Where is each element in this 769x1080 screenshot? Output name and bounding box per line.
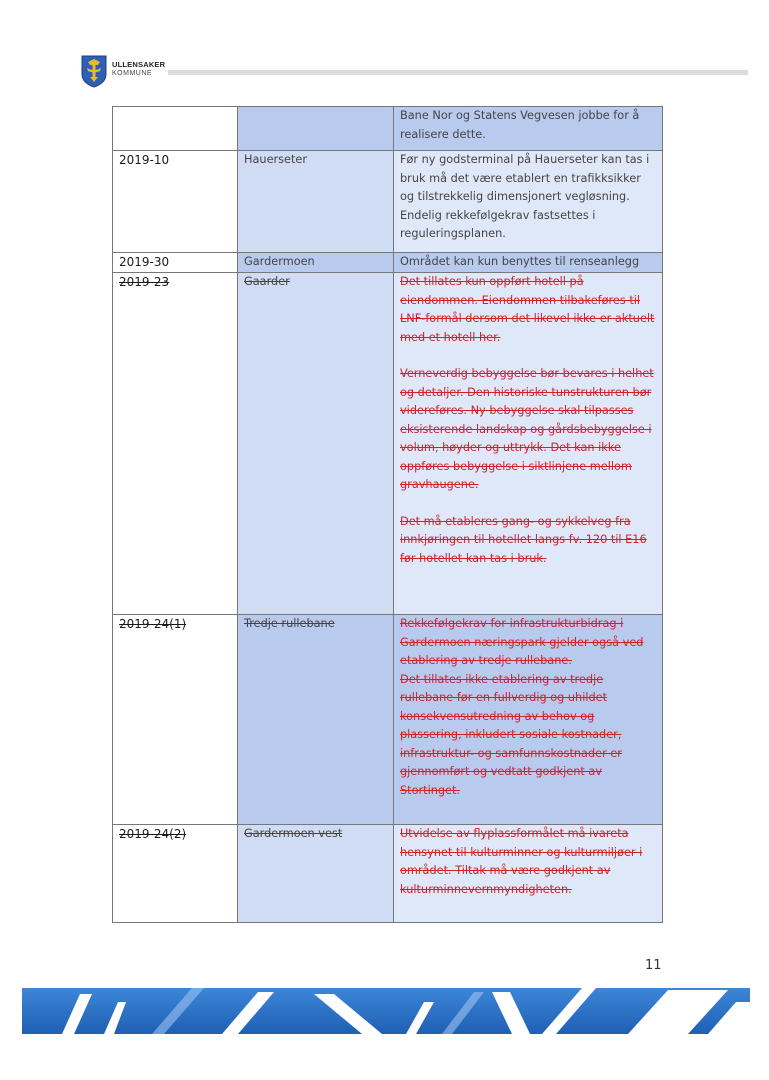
page-header — [80, 50, 752, 90]
row-area: Hauerseter — [238, 151, 394, 253]
row-area — [238, 107, 394, 151]
row-text — [394, 107, 663, 151]
logo-wordmark — [112, 60, 165, 78]
row-area: Tredje rullebane — [238, 615, 394, 825]
table-row — [113, 253, 663, 273]
row-text-paragraph: Det tillates kun oppført hotell på eiendommen. Eiendommen tilbakeføres til LNF-formål dersom det likevel ikke er aktuelt med et hotell her. — [400, 275, 655, 344]
row-code: 2019-30 — [113, 253, 238, 273]
row-area: Gardermoen vest — [238, 825, 394, 923]
table-row — [113, 825, 663, 923]
row-text — [394, 615, 663, 825]
header-rule — [168, 70, 748, 75]
row-text-paragraph: Området kan kun benyttes til renseanlegg — [400, 255, 640, 268]
row-code: 2019-24(2) — [113, 825, 238, 923]
row-text — [394, 273, 663, 615]
municipality-crest-icon — [80, 54, 108, 88]
row-area: Gaarder — [238, 273, 394, 615]
row-code: 2019-24(1) — [113, 615, 238, 825]
footer-decorative-band — [22, 988, 750, 1034]
row-code — [113, 107, 238, 151]
row-text-paragraph: Før ny godsterminal på Hauerseter kan tas i bruk må det være etablert en trafikksikker og tilstrekkelig dimensjonert vegløsning. Endelig rekkefølgekrav fastsettes i reguleringsplanen. — [400, 153, 650, 240]
table-row — [113, 273, 663, 615]
table-row — [113, 615, 663, 825]
org-name: ULLENSAKER — [112, 60, 166, 69]
row-text-paragraph: Utvidelse av flyplassformålet må ivareta hensynet til kulturminner og kulturmiljøer i området. Tiltak må være godkjent av kulturminnevernmyndigheten. — [400, 827, 643, 896]
regulation-table — [112, 106, 663, 923]
row-area: Gardermoen — [238, 253, 394, 273]
row-text — [394, 825, 663, 923]
row-text-paragraph: Det må etableres gang- og sykkelveg fra innkjøringen til hotellet langs fv. 120 til E16 før hotellet kan tas i bruk. — [400, 514, 647, 565]
org-sub: KOMMUNE — [112, 70, 153, 77]
row-text-paragraph: Verneverdig bebyggelse bør bevares i helhet og detaljer. Den historiske tunstrukturen bør videreføres. Ny bebyggelse skal tilpasses eksisterende landskap og gårdsbebyggelse i volum, høyder og uttrykk. Det kan ikke oppføres bebyggelse i siktlinjene mellom gravhaugene. — [400, 367, 654, 491]
row-code: 2019-23 — [113, 273, 238, 615]
page-number: 11 — [645, 958, 662, 973]
row-text — [394, 253, 663, 273]
row-text-paragraph: Bane Nor og Statens Vegvesen jobbe for å realisere dette. — [400, 109, 640, 141]
table-row — [113, 151, 663, 253]
row-text-paragraph: Det tillates ikke etablering av tredje rullebane før en fullverdig og uhildet konsekvensutredning av behov og plassering, inkludert sosiale kostnader, infrastruktur- og samfunnskostnader er gjennomført og vedtatt godkjent av Stortinget. — [400, 672, 622, 797]
table-row — [113, 107, 663, 151]
row-code: 2019-10 — [113, 151, 238, 253]
row-text-paragraph: Rekkefølgekrav for infrastrukturbidrag i Gardermoen næringspark gjelder også ved etablering av tredje rullebane. — [400, 617, 644, 667]
row-text — [394, 151, 663, 253]
